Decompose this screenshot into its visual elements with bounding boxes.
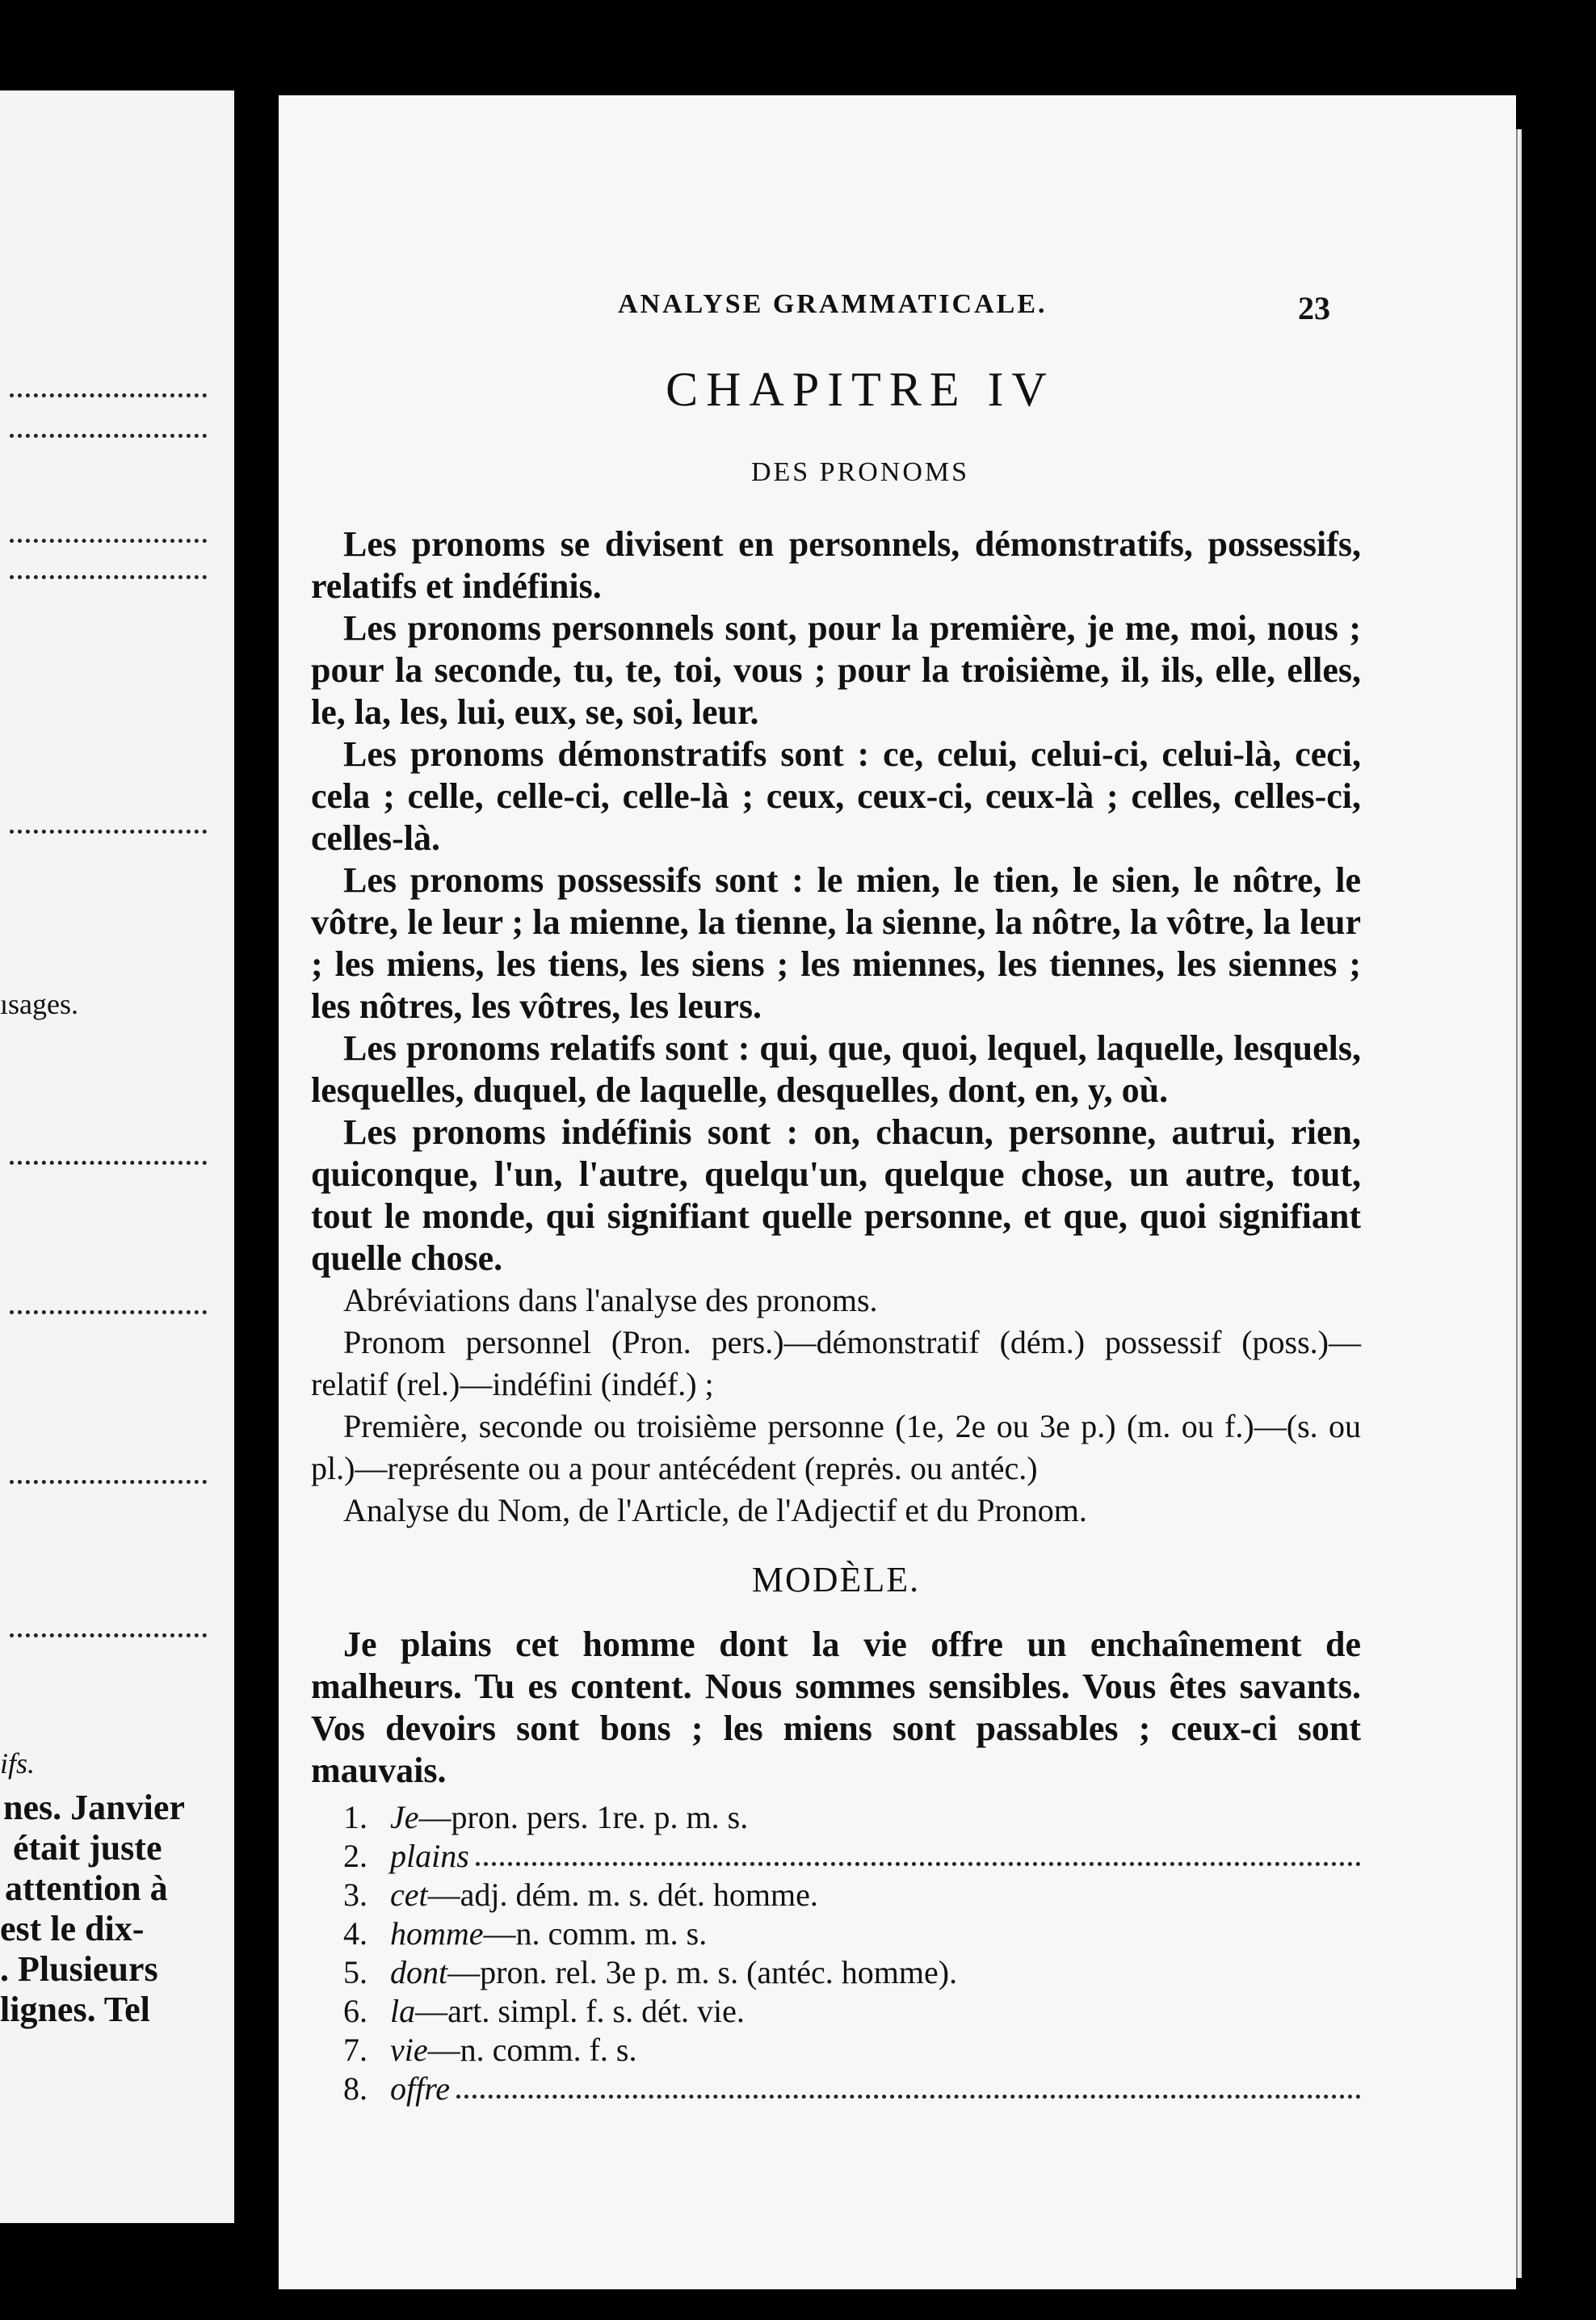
modele-title: MODÈLE. <box>751 1560 921 1599</box>
left-fragment: attention à <box>5 1868 168 1908</box>
abbreviation-line: Analyse du Nom, de l'Article, de l'Adjectif et du Pronom. <box>343 1492 1087 1528</box>
analysis-number: 6. <box>343 1993 368 2029</box>
analysis-text: —art. simpl. f. s. dét. vie. <box>415 1993 745 2029</box>
analysis-word: homme <box>390 1915 484 1952</box>
analysis-row <box>343 1992 1361 2031</box>
left-fragment: est le dix- <box>0 1909 145 1948</box>
analysis-word: dont <box>390 1954 448 1990</box>
dotted-line <box>10 575 207 579</box>
left-fragment: était juste <box>13 1828 162 1868</box>
paragraph: Les pronoms relatifs sont : qui, que, quoi, lequel, laquelle, lesquels, lesquelles, duquel, de laquelle, desquelles, dont, en, y, où. <box>311 1028 1361 1110</box>
analysis-word: cet <box>390 1877 428 1913</box>
dotted-line <box>10 434 207 438</box>
abbreviation-line: Pronom personnel (Pron. pers.)—démonstratif (dém.) possessif (poss.)—relatif (rel.)—indéfini (indéf.) ; <box>311 1324 1361 1402</box>
running-title: ANALYSE GRAMMATICALE. <box>618 289 1048 319</box>
paragraph: Les pronoms personnels sont, pour la première, je me, moi, nous ; pour la seconde, tu, te, toi, vous ; pour la troisième, il, ils, elle, elles, le, la, les, lui, eux, se, soi, leur. <box>311 608 1361 732</box>
left-fragment: ifs. <box>0 1747 36 1780</box>
left-fragment: ısages. <box>0 988 78 1020</box>
dotted-line <box>10 393 207 397</box>
analysis-number: 5. <box>343 1954 368 1990</box>
paragraph: Les pronoms se divisent en personnels, démonstratifs, possessifs, relatifs et indéfinis. <box>311 524 1361 606</box>
analysis-text: —adj. dém. m. s. dét. homme. <box>427 1877 818 1913</box>
analysis-text: —pron. pers. 1re. p. m. s. <box>418 1799 749 1835</box>
left-fragment: nes. Janvier <box>3 1788 185 1827</box>
chapter-title: CHAPITRE IV <box>666 363 1055 416</box>
analysis-number: 2. <box>343 1838 368 1874</box>
analysis-text: —pron. rel. 3e p. m. s. (antéc. homme). <box>447 1954 958 1990</box>
dotted-line <box>10 1633 207 1637</box>
analysis-row <box>343 1837 1361 1876</box>
analysis-word: plains <box>390 1838 469 1874</box>
dotted-line <box>10 1161 207 1165</box>
paragraph: Les pronoms démonstratifs sont : ce, celui, celui-ci, celui-là, ceci, cela ; celle, celle-ci, celle-là ; ceux, ceux-ci, ceux-là ; celles, celles-ci, celles-là. <box>311 734 1361 858</box>
book-page <box>279 95 1516 2289</box>
paragraph: Les pronoms indéfinis sont : on, chacun, personne, autrui, rien, quiconque, l'un, l'autre, quelqu'un, quelque chose, un autre, tout, tout le monde, qui signifiant quelle personne, et que, quoi signifiant quelle chose. <box>311 1112 1361 1278</box>
dotted-line <box>10 830 207 834</box>
left-page-fragment <box>0 90 234 2223</box>
analysis-text: —n. comm. m. s. <box>483 1915 708 1952</box>
page-body <box>311 523 1361 2108</box>
dotted-leader <box>476 1837 1361 1866</box>
analysis-number: 8. <box>343 2070 368 2107</box>
analysis-word: offre <box>390 2070 451 2107</box>
analysis-row <box>343 1798 1361 1837</box>
dotted-leader <box>456 2070 1361 2099</box>
analysis-text: —n. comm. f. s. <box>427 2032 637 2068</box>
section-title: DES PRONOMS <box>750 457 970 487</box>
paragraph: Les pronoms possessifs sont : le mien, le tien, le sien, le nôtre, le vôtre, le leur ; la mienne, la tienne, la sienne, la nôtre, la vôtre, la leur ; les miens, les tiens, les siens ; les miennes, les tiennes, les siennes ; les nôtres, les vôtres, les leurs. <box>311 860 1361 1026</box>
analysis-number: 4. <box>343 1915 368 1952</box>
left-fragment: . Plusieurs <box>0 1949 158 1989</box>
analysis-word: la <box>390 1993 416 2029</box>
analysis-word: Je <box>390 1799 419 1835</box>
dotted-line <box>10 1480 207 1484</box>
analysis-number: 7. <box>343 2032 368 2068</box>
abbreviation-line: Première, seconde ou troisième personne (1e, 2e ou 3e p.) (m. ou f.)—(s. ou pl.)—représente ou a pour antécédent (reprės. ou antéc.) <box>311 1408 1361 1486</box>
analysis-number: 3. <box>343 1877 368 1913</box>
abbreviation-line: Abréviations dans l'analyse des pronoms. <box>343 1282 878 1318</box>
analysis-row <box>343 2070 1361 2108</box>
analysis-row <box>343 1914 1361 1953</box>
analysis-word: vie <box>390 2032 428 2068</box>
analysis-number: 1. <box>343 1799 368 1835</box>
analysis-row <box>343 2031 1361 2070</box>
left-fragment: lignes. Tel <box>0 1990 150 2029</box>
analysis-row <box>343 1953 1361 1992</box>
dotted-line <box>10 539 207 543</box>
page-number: 23 <box>1298 290 1330 326</box>
dotted-line <box>10 1310 207 1314</box>
analysis-list <box>311 1798 1361 2108</box>
example-text: Je plains cet homme dont la vie offre un enchaînement de malheurs. Tu es content. Nous sommes sensibles. Vous êtes savants. Vos devoirs sont bons ; les miens sont passables ; ceux-ci sont mauvais. <box>311 1624 1361 1790</box>
analysis-row <box>343 1876 1361 1914</box>
